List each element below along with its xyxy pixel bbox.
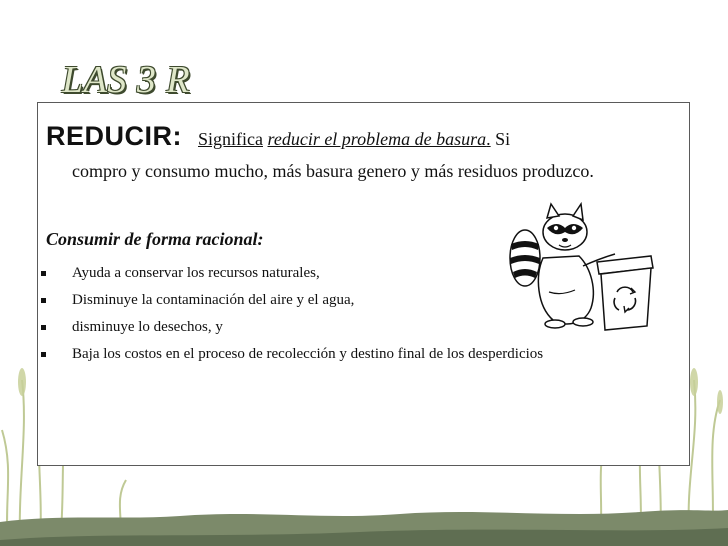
square-bullet-icon (41, 271, 46, 276)
square-bullet-icon (41, 298, 46, 303)
bullet-text: disminuye lo desechos, y (72, 319, 223, 335)
bullet-text: Ayuda a conservar los recursos naturales, (72, 265, 320, 281)
slide-title: LAS 3 R (62, 59, 191, 101)
bullet-text: Disminuye la contaminación del aire y el agua, (72, 292, 355, 308)
intro-emphasis: reducir el problema de basura (267, 129, 487, 149)
reducir-heading: REDUCIR: (46, 121, 182, 151)
intro-word: Significa (198, 129, 263, 149)
square-bullet-icon (41, 325, 46, 330)
square-bullet-icon (41, 352, 46, 357)
intro-period: . (486, 129, 491, 149)
raccoon-tail (510, 230, 540, 286)
list-item (38, 344, 638, 365)
subheading: Consumir de forma racional: (46, 229, 264, 249)
reducir-paragraph (46, 119, 686, 156)
intro-tail: Si (490, 129, 511, 149)
reducir-continuation: compro y consumo mucho, más basura genero y más residuos produzco. (72, 161, 594, 181)
bullet-text: Baja los costos en el proceso de recolección y destino final de los desperdicios (72, 346, 544, 362)
raccoon-recycling-illustration (505, 196, 655, 338)
recycling-bin (597, 256, 653, 330)
raccoon-head (543, 204, 587, 250)
